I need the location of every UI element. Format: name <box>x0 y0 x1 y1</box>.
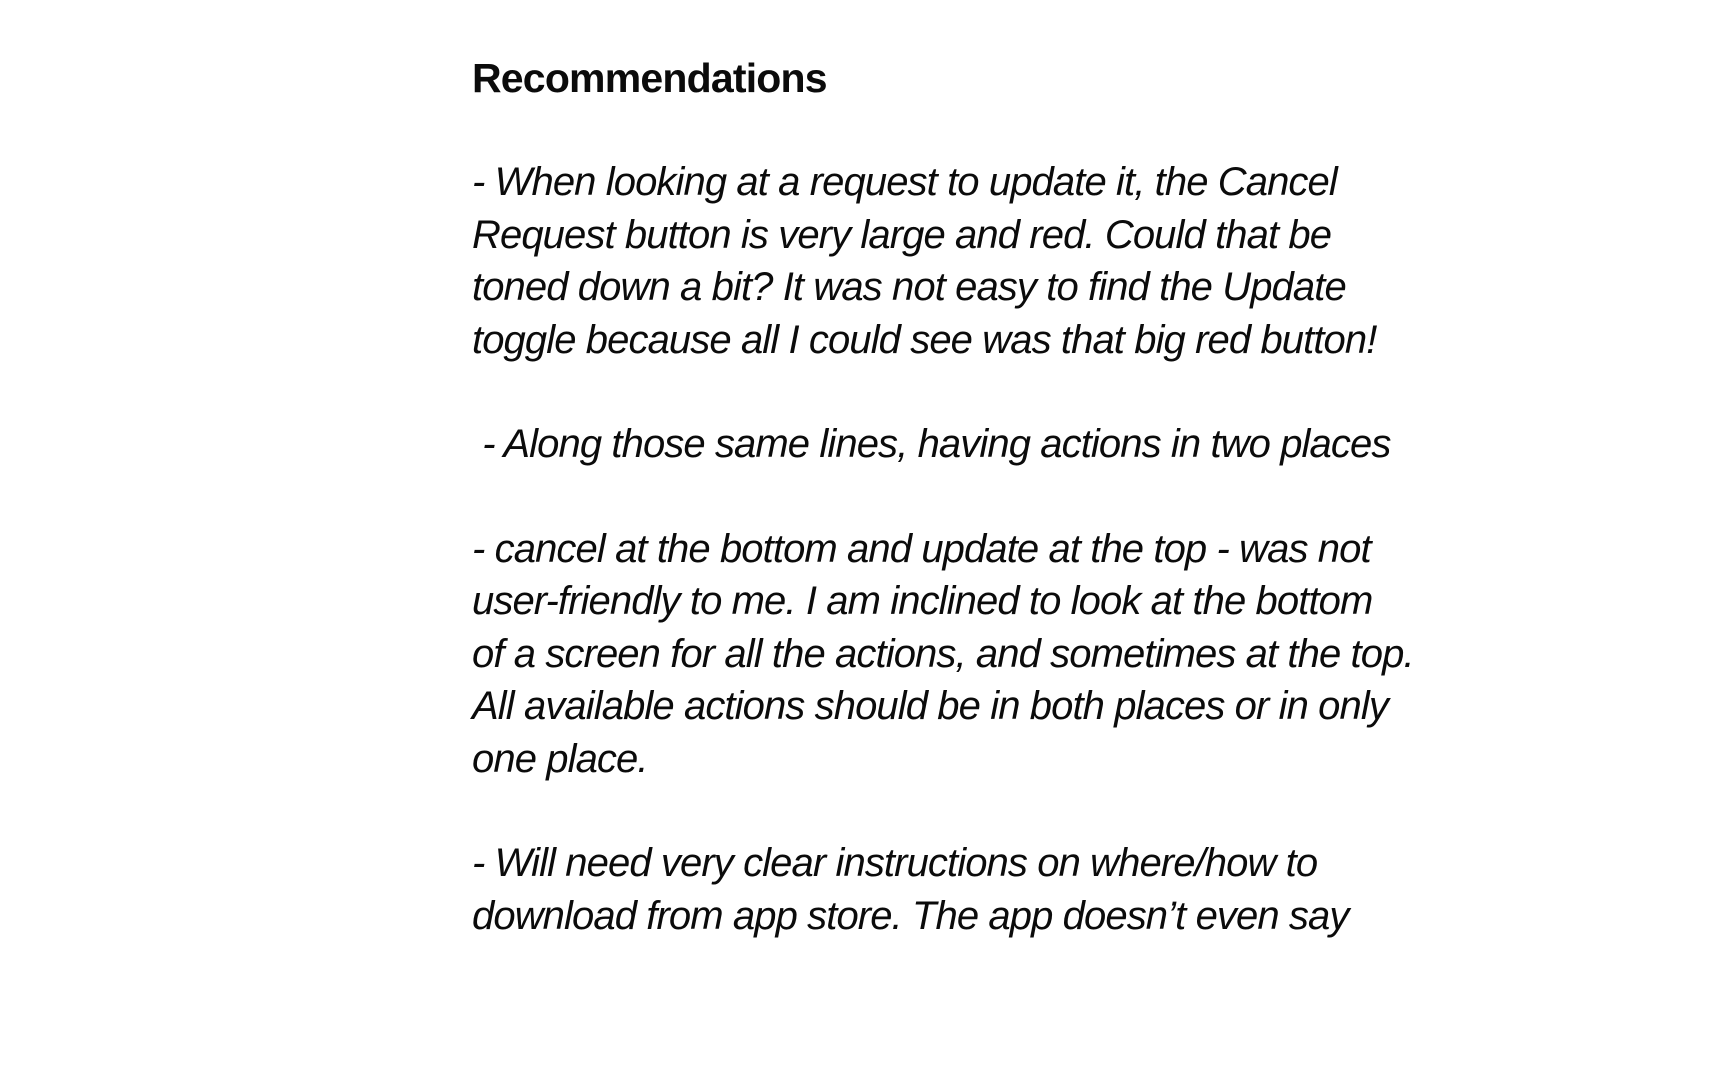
paragraph-line: of a screen for all the actions, and sometimes at the top. <box>472 631 1414 676</box>
recommendation-paragraph <box>472 418 1622 471</box>
paragraph-line: - When looking at a request to update it, the Cancel <box>472 160 1337 204</box>
paragraph-line: user-friendly to me. I am inclined to look at the bottom <box>472 579 1373 623</box>
paragraph-line: All available actions should be in both places or in only <box>472 684 1388 728</box>
page-title: Recommendations <box>472 55 827 101</box>
paragraph-line: - Along those same lines, having actions in two places <box>472 422 1391 466</box>
paragraph-line: toned down a bit? It was not easy to find the Update <box>472 265 1346 309</box>
recommendation-paragraph <box>472 156 1622 366</box>
paragraph-line: download from app store. The app doesn’t even say <box>472 893 1349 938</box>
slide-content <box>472 52 1622 942</box>
paragraph-line: Request button is very large and red. Could that be <box>472 212 1332 257</box>
recommendation-paragraph <box>472 523 1622 786</box>
paragraph-line: toggle because all I could see was that big red button! <box>472 317 1377 362</box>
paragraph-line: one place. <box>472 736 648 781</box>
recommendation-paragraph <box>472 837 1622 942</box>
paragraph-line: - Will need very clear instructions on where/how to <box>472 841 1318 885</box>
paragraph-line: - cancel at the bottom and update at the top - was not <box>472 526 1371 571</box>
